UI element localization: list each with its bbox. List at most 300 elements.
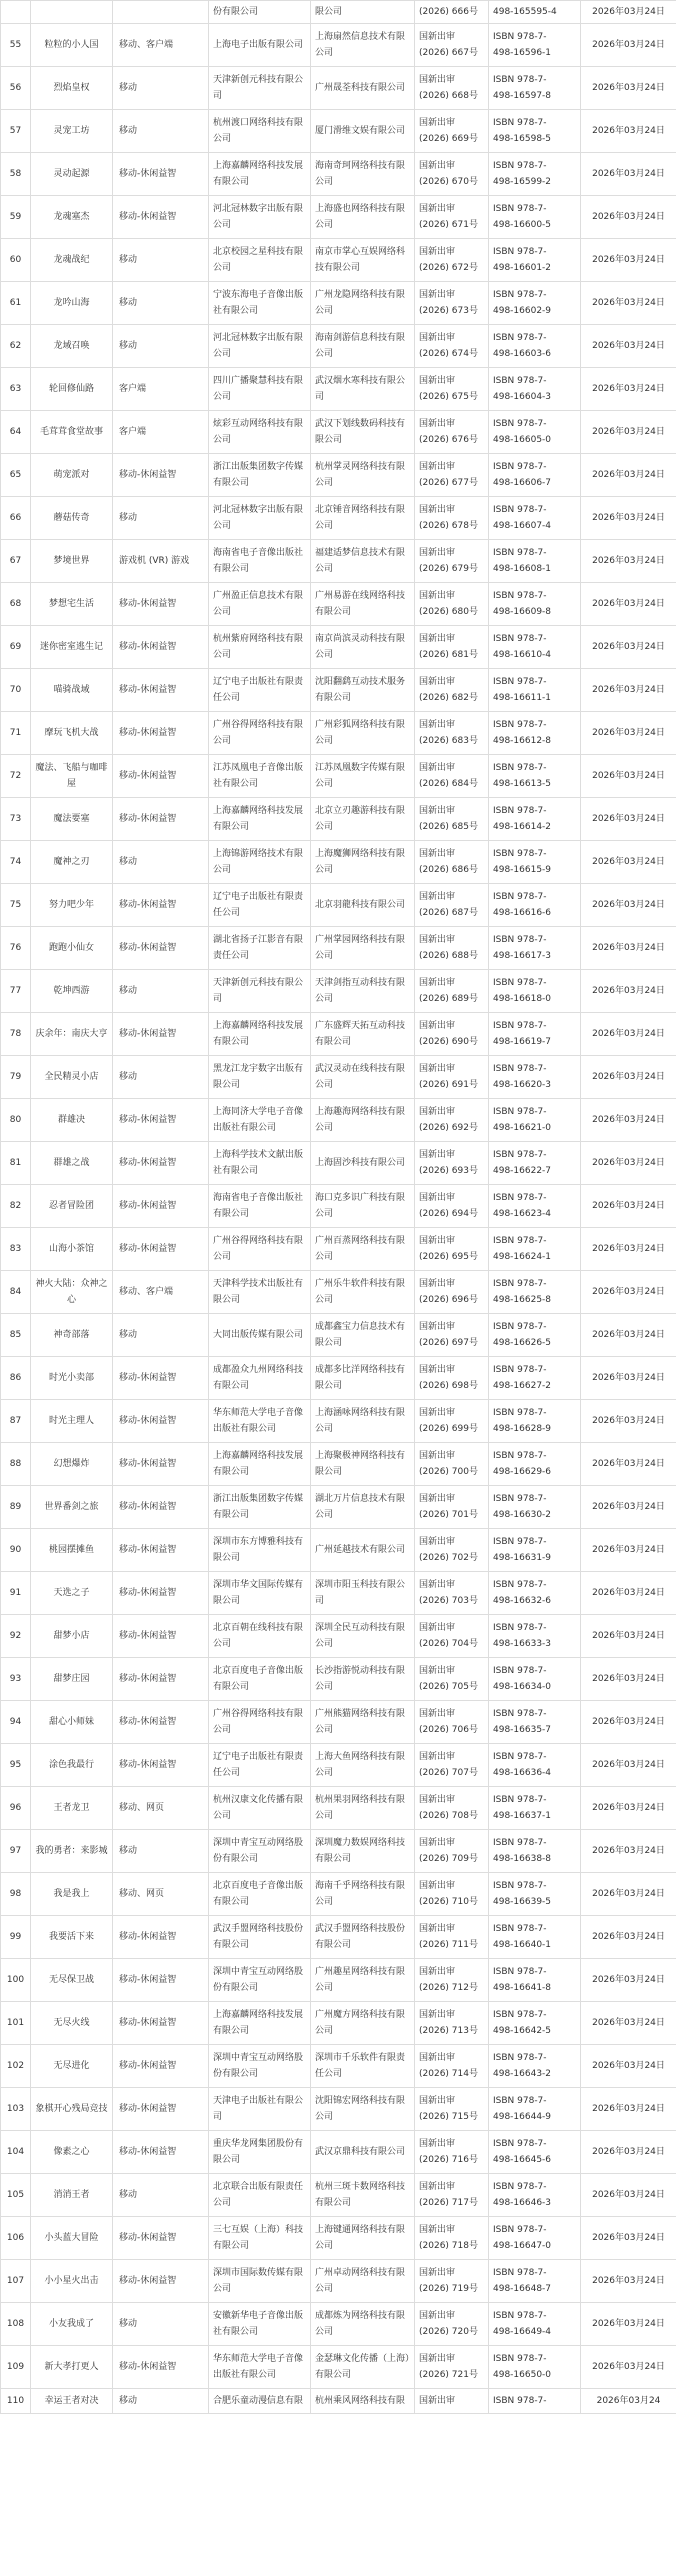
row-number: 100 (1, 1959, 31, 2002)
approval-number: 国新出审 (2026) 667号 (415, 24, 489, 67)
operator-name: 金瑟琳文化传播（上海）有限公司 (311, 2346, 415, 2389)
game-type: 移动-休闲益智 (113, 669, 209, 712)
row-number: 71 (1, 712, 31, 755)
game-type: 移动-休闲益智 (113, 1357, 209, 1400)
approval-number: 国新出审 (2026) 691号 (415, 1056, 489, 1099)
publisher-name: 四川广播聚慧科技有限公司 (209, 368, 311, 411)
approval-number: 国新出审 (2026) 669号 (415, 110, 489, 153)
row-number: 87 (1, 1400, 31, 1443)
operator-name: 广州熊猫网络科技有限公司 (311, 1701, 415, 1744)
approval-date: 2026年03月24日 (581, 1701, 676, 1744)
table-row (1, 1013, 676, 1056)
approval-date: 2026年03月24日 (581, 927, 676, 970)
game-type: 移动、客户端 (113, 1271, 209, 1314)
table-row (1, 970, 676, 1013)
operator-name: 南京市掌心互娱网络科技有限公司 (311, 239, 415, 282)
publisher-name: 北京百朝在线科技有限公司 (209, 1615, 311, 1658)
approval-number: 国新出审 (2026) 714号 (415, 2045, 489, 2088)
approval-date: 2026年03月24日 (581, 1615, 676, 1658)
operator-name: 沈阳翻鹞互动技术服务有限公司 (311, 669, 415, 712)
game-type: 移动-休闲益智 (113, 884, 209, 927)
isbn-number: ISBN 978-7- 498-16610-4 (489, 626, 581, 669)
operator-name: 广州易游在线网络科技有限公司 (311, 583, 415, 626)
row-number: 95 (1, 1744, 31, 1787)
isbn-number: ISBN 978-7- 498-16600-5 (489, 196, 581, 239)
row-number: 103 (1, 2088, 31, 2131)
table-row (1, 1615, 676, 1658)
isbn-number: ISBN 978-7- 498-16619-7 (489, 1013, 581, 1056)
approval-number: 国新出审 (2026) 694号 (415, 1185, 489, 1228)
game-type: 移动-休闲益智 (113, 196, 209, 239)
approval-number: 国新出审 (2026) 670号 (415, 153, 489, 196)
row-number: 76 (1, 927, 31, 970)
publisher-name: 深圳中青宝互动网络股份有限公司 (209, 1830, 311, 1873)
row-number: 90 (1, 1529, 31, 1572)
game-name: 神奇部落 (31, 1314, 113, 1357)
game-type: 移动 (113, 1314, 209, 1357)
table-row (1, 583, 676, 626)
table-row-partial-top (1, 1, 676, 24)
game-name: 小友我成了 (31, 2303, 113, 2346)
approval-number: 国新出审 (2026) 697号 (415, 1314, 489, 1357)
approval-number: 国新出审 (2026) 685号 (415, 798, 489, 841)
game-type: 移动 (113, 110, 209, 153)
game-type: 移动-休闲益智 (113, 1443, 209, 1486)
operator-name: 海南剑游信息科技有限公司 (311, 325, 415, 368)
publisher-name: 北京百度电子音像出版有限公司 (209, 1873, 311, 1916)
approval-number: 国新出审 (2026) 690号 (415, 1013, 489, 1056)
approval-number: 国新出审 (2026) 680号 (415, 583, 489, 626)
game-type: 游戏机 (VR) 游戏 (113, 540, 209, 583)
operator-name: 武汉京鼎科技有限公司 (311, 2131, 415, 2174)
game-name: 象棋开心残局竞技 (31, 2088, 113, 2131)
game-type: 移动-休闲益智 (113, 2217, 209, 2260)
approval-number: 国新出审 (2026) 675号 (415, 368, 489, 411)
publisher-name: 海南省电子音像出版社有限公司 (209, 540, 311, 583)
publisher-name: 河北冠林数字出版有限公司 (209, 196, 311, 239)
publisher-name: 天津科学技术出版社有限公司 (209, 1271, 311, 1314)
game-name: 魔法、飞船与咖啡屋 (31, 755, 113, 798)
row-number: 99 (1, 1916, 31, 1959)
approval-date: 2026年03月24 (581, 2389, 676, 2414)
table-row (1, 1357, 676, 1400)
row-number: 82 (1, 1185, 31, 1228)
approval-date: 2026年03月24日 (581, 755, 676, 798)
table-row (1, 1529, 676, 1572)
table-row (1, 1787, 676, 1830)
row-number: 102 (1, 2045, 31, 2088)
game-type: 移动-休闲益智 (113, 1099, 209, 1142)
isbn-number: ISBN 978-7- 498-16636-4 (489, 1744, 581, 1787)
row-number: 88 (1, 1443, 31, 1486)
approval-date: 2026年03月24日 (581, 2346, 676, 2389)
operator-name: 成都炼为网络科技有限公司 (311, 2303, 415, 2346)
operator-name: 上海聚极神网络科技有限公司 (311, 1443, 415, 1486)
isbn-number: ISBN 978-7- 498-16649-4 (489, 2303, 581, 2346)
row-number: 105 (1, 2174, 31, 2217)
game-name: 我要活下来 (31, 1916, 113, 1959)
game-type: 移动-休闲益智 (113, 712, 209, 755)
isbn-number: ISBN 978-7- 498-16614-2 (489, 798, 581, 841)
table-row (1, 2217, 676, 2260)
approval-number: 国新出审 (2026) 702号 (415, 1529, 489, 1572)
approval-date: 2026年03月24日 (581, 497, 676, 540)
approval-number: 国新出审 (2026) 677号 (415, 454, 489, 497)
game-type: 移动-休闲益智 (113, 1529, 209, 1572)
approval-number: 国新出审 (2026) 682号 (415, 669, 489, 712)
game-type: 移动-休闲益智 (113, 2088, 209, 2131)
game-name: 灵动起源 (31, 153, 113, 196)
table-row (1, 2131, 676, 2174)
game-type: 移动 (113, 497, 209, 540)
isbn-number: ISBN 978-7- 498-16648-7 (489, 2260, 581, 2303)
row-number: 65 (1, 454, 31, 497)
approval-date: 2026年03月24日 (581, 1486, 676, 1529)
table-row (1, 1314, 676, 1357)
isbn-number: ISBN 978-7- 498-16622-7 (489, 1142, 581, 1185)
isbn-number: ISBN 978-7- 498-16612-8 (489, 712, 581, 755)
isbn-number: ISBN 978-7- 498-16634-0 (489, 1658, 581, 1701)
game-type: 移动-休闲益智 (113, 2002, 209, 2045)
approval-number: 国新出审 (2026) 674号 (415, 325, 489, 368)
game-type: 移动、客户端 (113, 24, 209, 67)
row-number: 92 (1, 1615, 31, 1658)
approval-date: 2026年03月24日 (581, 1228, 676, 1271)
operator-name: 南京尚滨灵动科技有限公司 (311, 626, 415, 669)
approval-date: 2026年03月24日 (581, 1787, 676, 1830)
row-number: 69 (1, 626, 31, 669)
game-name: 幸运王者对决 (31, 2389, 113, 2414)
table-row (1, 411, 676, 454)
publisher-name: 浙江出版集团数字传媒有限公司 (209, 454, 311, 497)
row-number: 68 (1, 583, 31, 626)
game-type: 移动-休闲益智 (113, 1013, 209, 1056)
table-row (1, 1959, 676, 2002)
row-number: 104 (1, 2131, 31, 2174)
row-number: 74 (1, 841, 31, 884)
game-name: 烈焰皇权 (31, 67, 113, 110)
row-number: 81 (1, 1142, 31, 1185)
game-name: 小小星火出击 (31, 2260, 113, 2303)
approval-date: 2026年03月24日 (581, 1142, 676, 1185)
publisher-name: 安徽新华电子音像出版社有限公司 (209, 2303, 311, 2346)
game-type: 移动-休闲益智 (113, 1185, 209, 1228)
publisher-name: 河北冠林数字出版有限公司 (209, 497, 311, 540)
approval-number: 国新出审 (2026) 686号 (415, 841, 489, 884)
row-number: 80 (1, 1099, 31, 1142)
publisher-name: 上海嘉麟网络科技发展有限公司 (209, 798, 311, 841)
row-number: 55 (1, 24, 31, 67)
publisher-name: 北京百度电子音像出版有限公司 (209, 1658, 311, 1701)
isbn-number: ISBN 978-7- 498-16632-6 (489, 1572, 581, 1615)
approval-date: 2026年03月24日 (581, 1, 676, 24)
game-name: 喵骑战域 (31, 669, 113, 712)
game-name: 无尽保卫战 (31, 1959, 113, 2002)
table-row (1, 2174, 676, 2217)
publisher-name: 天津新创元科技有限公司 (209, 67, 311, 110)
game-type: 移动-休闲益智 (113, 153, 209, 196)
game-type: 移动-休闲益智 (113, 1486, 209, 1529)
game-name: 天选之子 (31, 1572, 113, 1615)
game-name: 新大孝打更人 (31, 2346, 113, 2389)
game-name: 魔法要塞 (31, 798, 113, 841)
game-type: 移动-休闲益智 (113, 1142, 209, 1185)
row-number: 89 (1, 1486, 31, 1529)
approval-number: 国新出审 (2026) 713号 (415, 2002, 489, 2045)
approval-date: 2026年03月24日 (581, 282, 676, 325)
isbn-number: ISBN 978-7- 498-16642-5 (489, 2002, 581, 2045)
operator-name: 上海趣海网络科技有限公司 (311, 1099, 415, 1142)
approval-date: 2026年03月24日 (581, 2088, 676, 2131)
publisher-name: 辽宁电子出版社有限责任公司 (209, 884, 311, 927)
row-number: 56 (1, 67, 31, 110)
publisher-name: 杭州汉康文化传播有限公司 (209, 1787, 311, 1830)
game-name: 甜梦庄园 (31, 1658, 113, 1701)
game-name: 忍者冒险团 (31, 1185, 113, 1228)
approval-date: 2026年03月24日 (581, 153, 676, 196)
operator-name: 海口克多识广科技有限公司 (311, 1185, 415, 1228)
publisher-name: 天津新创元科技有限公司 (209, 970, 311, 1013)
game-type: 移动 (113, 282, 209, 325)
table-row (1, 1056, 676, 1099)
approval-number: 国新出审 (2026) 709号 (415, 1830, 489, 1873)
isbn-number: ISBN 978-7- 498-16635-7 (489, 1701, 581, 1744)
table-row (1, 1830, 676, 1873)
game-name: 群雄决 (31, 1099, 113, 1142)
approval-date: 2026年03月24日 (581, 2045, 676, 2088)
approval-date: 2026年03月24日 (581, 884, 676, 927)
row-number: 85 (1, 1314, 31, 1357)
game-type: 移动-休闲益智 (113, 1959, 209, 2002)
game-type: 移动-休闲益智 (113, 1228, 209, 1271)
operator-name: 北京立刃趣游科技有限公司 (311, 798, 415, 841)
publisher-name: 重庆华龙网集团股份有限公司 (209, 2131, 311, 2174)
isbn-number: ISBN 978-7- 498-16603-6 (489, 325, 581, 368)
approval-date: 2026年03月24日 (581, 368, 676, 411)
game-type (113, 1, 209, 24)
operator-name: 上海盛也网络科技有限公司 (311, 196, 415, 239)
operator-name: 福建适梦信息技术有限公司 (311, 540, 415, 583)
game-type: 移动 (113, 1056, 209, 1099)
game-name: 努力吧少年 (31, 884, 113, 927)
approval-number: (2026) 666号 (415, 1, 489, 24)
game-type: 移动-休闲益智 (113, 454, 209, 497)
table-row (1, 1185, 676, 1228)
isbn-number: ISBN 978-7- 498-16631-9 (489, 1529, 581, 1572)
row-number: 66 (1, 497, 31, 540)
operator-name: 杭州果羽网络科技有限公司 (311, 1787, 415, 1830)
row-number: 107 (1, 2260, 31, 2303)
game-type: 移动-休闲益智 (113, 927, 209, 970)
game-name: 魔神之刃 (31, 841, 113, 884)
game-name: 庆余年：南庆大亨 (31, 1013, 113, 1056)
approval-date: 2026年03月24日 (581, 1314, 676, 1357)
publisher-name: 上海科学技术文献出版社有限公司 (209, 1142, 311, 1185)
row-number: 108 (1, 2303, 31, 2346)
table-row (1, 1572, 676, 1615)
approval-number: 国新出审 (2026) 692号 (415, 1099, 489, 1142)
row-number: 63 (1, 368, 31, 411)
game-type: 移动、网页 (113, 1787, 209, 1830)
row-number: 64 (1, 411, 31, 454)
operator-name: 广州趣星网络科技有限公司 (311, 1959, 415, 2002)
game-name: 灵宠工坊 (31, 110, 113, 153)
approval-number: 国新出审 (2026) 701号 (415, 1486, 489, 1529)
operator-name: 沈阳锦宏网络科技有限公司 (311, 2088, 415, 2131)
game-name: 时光小卖部 (31, 1357, 113, 1400)
approval-date: 2026年03月24日 (581, 1744, 676, 1787)
approval-number: 国新出审 (2026) 710号 (415, 1873, 489, 1916)
isbn-number: ISBN 978-7- 498-16620-3 (489, 1056, 581, 1099)
operator-name: 厦门滑维文娱有限公司 (311, 110, 415, 153)
approval-date: 2026年03月24日 (581, 2002, 676, 2045)
approval-date: 2026年03月24日 (581, 454, 676, 497)
game-name: 乾坤西游 (31, 970, 113, 1013)
publisher-name: 辽宁电子出版社有限责任公司 (209, 1744, 311, 1787)
table-row (1, 626, 676, 669)
publisher-name: 份有限公司 (209, 1, 311, 24)
isbn-number: ISBN 978-7- 498-16627-2 (489, 1357, 581, 1400)
operator-name: 广州卓动网络科技有限公司 (311, 2260, 415, 2303)
approval-number: 国新出审 (2026) 688号 (415, 927, 489, 970)
isbn-number: ISBN 978-7- 498-16645-6 (489, 2131, 581, 2174)
game-name: 我是我上 (31, 1873, 113, 1916)
isbn-number: ISBN 978-7- 498-16629-6 (489, 1443, 581, 1486)
game-name: 神火大陆：众神之心 (31, 1271, 113, 1314)
publisher-name: 深圳中青宝互动网络股份有限公司 (209, 2045, 311, 2088)
row-number: 62 (1, 325, 31, 368)
approval-number: 国新出审 (2026) 681号 (415, 626, 489, 669)
game-type: 移动 (113, 2174, 209, 2217)
game-type: 移动-休闲益智 (113, 1916, 209, 1959)
operator-name: 海南奇珂网络科技有限公司 (311, 153, 415, 196)
publisher-name: 成都盈众九州网络科技有限公司 (209, 1357, 311, 1400)
row-number: 77 (1, 970, 31, 1013)
table-row (1, 1916, 676, 1959)
isbn-number: ISBN 978-7- 498-16621-0 (489, 1099, 581, 1142)
table-row (1, 1873, 676, 1916)
publisher-name: 武汉手盟网络科技股份有限公司 (209, 1916, 311, 1959)
table-row (1, 1658, 676, 1701)
operator-name: 深圳市千乐软件有限责任公司 (311, 2045, 415, 2088)
operator-name: 江苏凤凰数字传媒有限公司 (311, 755, 415, 798)
game-type: 移动 (113, 2303, 209, 2346)
isbn-number: ISBN 978-7- 498-16633-3 (489, 1615, 581, 1658)
operator-name: 长沙指游悦动科技有限公司 (311, 1658, 415, 1701)
table-row (1, 153, 676, 196)
operator-name: 广州延越技术有限公司 (311, 1529, 415, 1572)
game-type: 移动-休闲益智 (113, 1572, 209, 1615)
approval-date: 2026年03月24日 (581, 1873, 676, 1916)
table-row (1, 2346, 676, 2389)
isbn-number: 498-165595-4 (489, 1, 581, 24)
approval-date: 2026年03月24日 (581, 239, 676, 282)
publisher-name: 广州谷得网络科技有限公司 (209, 1228, 311, 1271)
game-name: 我的勇者：来影城 (31, 1830, 113, 1873)
approval-number: 国新出审 (2026) 695号 (415, 1228, 489, 1271)
isbn-number: ISBN 978-7- 498-16596-1 (489, 24, 581, 67)
operator-name: 深圳魔力数娱网络科技有限公司 (311, 1830, 415, 1873)
isbn-number: ISBN 978-7- 498-16624-1 (489, 1228, 581, 1271)
table-row (1, 2045, 676, 2088)
approval-number: 国新出审 (2026) 668号 (415, 67, 489, 110)
game-name: 摩玩飞机大战 (31, 712, 113, 755)
approval-date: 2026年03月24日 (581, 1013, 676, 1056)
approval-date: 2026年03月24日 (581, 841, 676, 884)
row-number: 75 (1, 884, 31, 927)
game-type: 移动-休闲益智 (113, 1615, 209, 1658)
operator-name: 深圳全民互动科技有限公司 (311, 1615, 415, 1658)
approval-number: 国新出审 (2026) 716号 (415, 2131, 489, 2174)
publisher-name: 三七互娱（上海）科技有限公司 (209, 2217, 311, 2260)
approval-number: 国新出审 (2026) 684号 (415, 755, 489, 798)
row-number: 84 (1, 1271, 31, 1314)
approval-number: 国新出审 (2026) 683号 (415, 712, 489, 755)
game-name: 甜梦小店 (31, 1615, 113, 1658)
publisher-name: 杭州紫府网络科技有限公司 (209, 626, 311, 669)
game-name: 龙魂塞杰 (31, 196, 113, 239)
approval-number: 国新出审 (2026) 720号 (415, 2303, 489, 2346)
game-type: 移动-休闲益智 (113, 1744, 209, 1787)
approval-date: 2026年03月24日 (581, 1357, 676, 1400)
table-row (1, 282, 676, 325)
approval-date: 2026年03月24日 (581, 1271, 676, 1314)
table-row (1, 1271, 676, 1314)
operator-name: 上海涵咏网络科技有限公司 (311, 1400, 415, 1443)
publisher-name: 北京校园之星科技有限公司 (209, 239, 311, 282)
publisher-name: 上海锦游网络技术有限公司 (209, 841, 311, 884)
operator-name: 广州百蒸网络科技有限公司 (311, 1228, 415, 1271)
row-number: 96 (1, 1787, 31, 1830)
isbn-number: ISBN 978-7- 498-16640-1 (489, 1916, 581, 1959)
publisher-name: 上海电子出版有限公司 (209, 24, 311, 67)
publisher-name: 上海同济大学电子音像出版社有限公司 (209, 1099, 311, 1142)
isbn-number: ISBN 978-7- (489, 2389, 581, 2414)
publisher-name: 天津电子出版社有限公司 (209, 2088, 311, 2131)
table-row (1, 1744, 676, 1787)
row-number: 110 (1, 2389, 31, 2414)
game-name: 时光主理人 (31, 1400, 113, 1443)
operator-name: 广州掌园网络科技有限公司 (311, 927, 415, 970)
table-row (1, 24, 676, 67)
isbn-number: ISBN 978-7- 498-16617-3 (489, 927, 581, 970)
isbn-number: ISBN 978-7- 498-16598-5 (489, 110, 581, 153)
table-row (1, 1142, 676, 1185)
row-number: 91 (1, 1572, 31, 1615)
isbn-number: ISBN 978-7- 498-16613-5 (489, 755, 581, 798)
row-number: 59 (1, 196, 31, 239)
publisher-name: 上海嘉麟网络科技发展有限公司 (209, 1443, 311, 1486)
game-type: 移动 (113, 325, 209, 368)
publisher-name: 炫彩互动网络科技有限公司 (209, 411, 311, 454)
operator-name: 广州魔方网络科技有限公司 (311, 2002, 415, 2045)
table-row (1, 368, 676, 411)
table-row (1, 325, 676, 368)
row-number: 93 (1, 1658, 31, 1701)
game-type: 移动-休闲益智 (113, 2260, 209, 2303)
row-number: 109 (1, 2346, 31, 2389)
table-row (1, 67, 676, 110)
approval-date: 2026年03月24日 (581, 626, 676, 669)
table-row (1, 1400, 676, 1443)
isbn-number: ISBN 978-7- 498-16615-9 (489, 841, 581, 884)
game-name: 幻想爆炸 (31, 1443, 113, 1486)
table-row (1, 110, 676, 153)
approval-number: 国新出审 (2026) 721号 (415, 2346, 489, 2389)
approval-number: 国新出审 (2026) 707号 (415, 1744, 489, 1787)
game-name: 梦境世界 (31, 540, 113, 583)
operator-name: 杭州乘风网络科技有限 (311, 2389, 415, 2414)
